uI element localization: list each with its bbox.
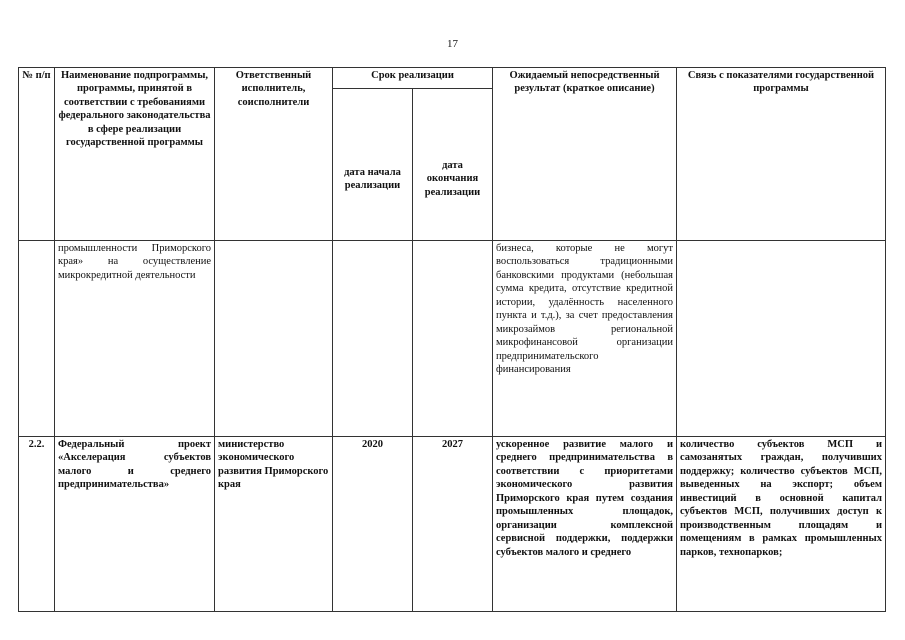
header-end: дата окончания реализации [413,89,493,241]
header-name: Наименование подпрограммы, программы, принятой в соответствии с требованиями федерального законодательства в сфере реализации государственной программы [55,68,215,241]
row-end [413,241,493,437]
program-table [18,67,886,612]
row-start [333,241,413,437]
header-period: Срок реализации [333,68,493,89]
row-num: 2.2. [19,437,55,612]
row-result: ускоренное развитие малого и среднего предпринимательства в соответствии с приоритетами экономического развития Приморского края путем создания промышленных площадок, организации комплексной сервисной поддержки, поддержки субъектов малого и среднего [493,437,677,612]
row-result: бизнеса, которые не могут воспользоваться традиционными банковскими продуктами (небольшая сумма кредита, отсутствие кредитной истории, удалённость населенного пункта и т.д.), за счет предоставления микрозаймов региональной микрофинансовой организации предпринимательского финансирования [493,241,677,437]
row-start: 2020 [333,437,413,612]
row-executor: министерство экономического развития Приморского края [215,437,333,612]
header-num: № п/п [19,68,55,241]
table-row [19,241,886,437]
row-link [677,241,886,437]
header-result: Ожидаемый непосредственный результат (краткое описание) [493,68,677,241]
row-name: промышленности Приморского края» на осуществление микрокредитной деятельности [55,241,215,437]
header-row [19,68,886,89]
header-link: Связь с показателями государственной программы [677,68,886,241]
row-link: количество субъектов МСП и самозанятых граждан, получивших поддержку; количество субъектов МСП, выведенных на экспорт; объем инвестиций в основной капитал субъектов МСП, получивших доступ к производственным площадям и помещениям в рамках промышленных парков, технопарков; [677,437,886,612]
row-executor [215,241,333,437]
table-row [19,437,886,612]
row-name: Федеральный проект «Акселерация субъектов малого и среднего предпринимательства» [55,437,215,612]
page-number: 17 [447,38,458,50]
header-start: дата начала реализации [333,89,413,241]
row-end: 2027 [413,437,493,612]
row-num [19,241,55,437]
header-executor: Ответственный исполнитель, соисполнители [215,68,333,241]
